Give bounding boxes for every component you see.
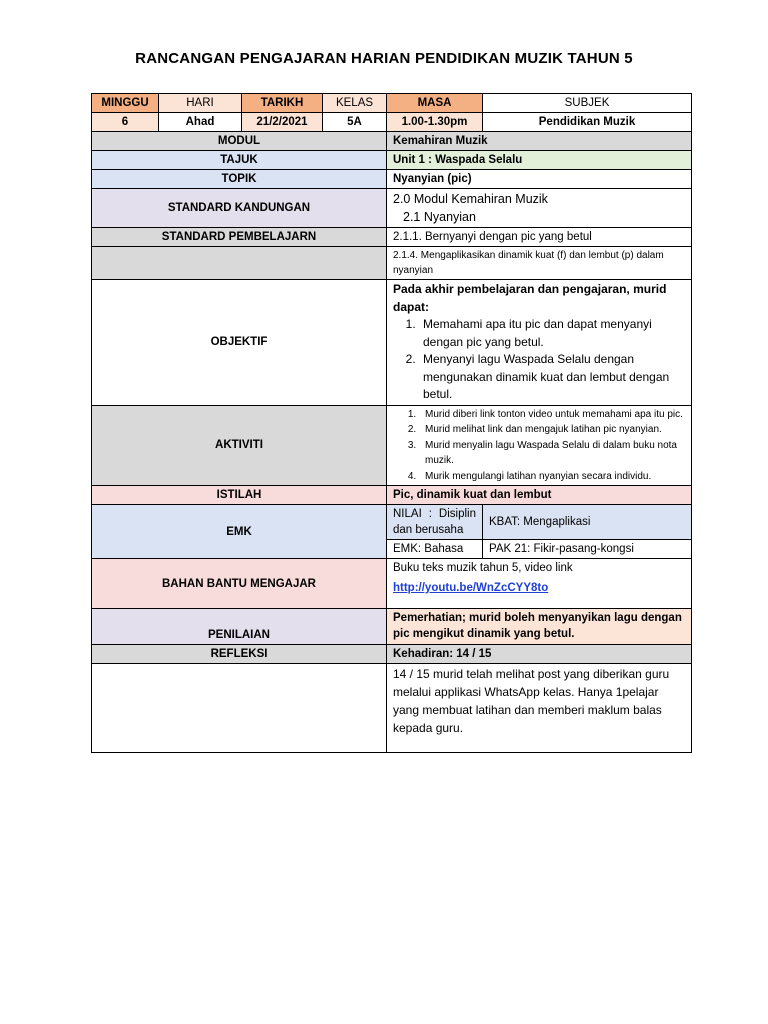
empty-cell (92, 664, 387, 753)
empty-gray-cell (92, 247, 387, 280)
value-pak21: PAK 21: Fikir-pasang-kongsi (483, 540, 692, 559)
sk-line2: 2.1 Nyanyian (403, 210, 476, 224)
header-kelas: KELAS (323, 94, 387, 113)
value-bbm (387, 559, 692, 609)
label-refleksi: REFLEKSI (92, 645, 387, 664)
value-kelas: 5A (323, 113, 387, 132)
value-subjek: Pendidikan Muzik (483, 113, 692, 132)
value-aktiviti (387, 405, 692, 486)
aktiviti-item: 4. Murik mengulangi latihan nyanyian secara individu. (419, 469, 685, 485)
value-istilah: Pic, dinamik kuat dan lembut (387, 486, 692, 505)
label-standard-kandungan: STANDARD KANDUNGAN (92, 189, 387, 228)
value-minggu: 6 (92, 113, 159, 132)
value-sp-2: 2.1.4. Mengaplikasikan dinamik kuat (f) dan lembut (p) dalam nyanyian (387, 247, 692, 280)
value-refleksi-text: 14 / 15 murid telah melihat post yang diberikan guru melalui applikasi WhatsApp kelas. Hanya 1pelajar yang membuat latihan dan memberi maklum balas kepada guru. (387, 664, 692, 753)
aktiviti-item: 1. Murid diberi link tonton video untuk memahami apa itu pic. (419, 407, 685, 423)
value-nilai: NILAI : Disiplin dan berusaha (387, 505, 483, 540)
value-kehadiran: Kehadiran: 14 / 15 (387, 645, 692, 664)
header-minggu: MINGGU (92, 94, 159, 113)
lesson-plan-table (91, 93, 692, 753)
header-masa: MASA (387, 94, 483, 113)
sk-line1: 2.0 Modul Kemahiran Muzik (393, 192, 548, 206)
value-masa: 1.00-1.30pm (387, 113, 483, 132)
label-standard-pembelajaran: STANDARD PEMBELAJARN (92, 228, 387, 247)
label-penilaian: PENILAIAN (92, 609, 387, 645)
value-objektif (387, 280, 692, 406)
aktiviti-item: 3. Murid menyalin lagu Waspada Selalu di dalam buku nota muzik. (419, 438, 685, 469)
header-tarikh: TARIKH (242, 94, 323, 113)
value-standard-kandungan (387, 189, 692, 228)
label-topik: TOPIK (92, 170, 387, 189)
value-tajuk: Unit 1 : Waspada Selalu (387, 151, 692, 170)
label-bbm: BAHAN BANTU MENGAJAR (92, 559, 387, 609)
objektif-item: 1. Memahami apa itu pic dan dapat menyanyi dengan pic yang betul. (419, 316, 685, 351)
header-hari: HARI (159, 94, 242, 113)
bbm-text: Buku teks muzik tahun 5, video link (393, 562, 573, 574)
label-istilah: ISTILAH (92, 486, 387, 505)
value-tarikh: 21/2/2021 (242, 113, 323, 132)
label-tajuk: TAJUK (92, 151, 387, 170)
page-title: RANCANGAN PENGAJARAN HARIAN PENDIDIKAN MUZIK TAHUN 5 (135, 50, 633, 67)
value-hari: Ahad (159, 113, 242, 132)
value-topik: Nyanyian (pic) (387, 170, 692, 189)
header-subjek: SUBJEK (483, 94, 692, 113)
value-kbat: KBAT: Mengaplikasi (483, 505, 692, 540)
value-modul: Kemahiran Muzik (387, 132, 692, 151)
value-sp-1: 2.1.1. Bernyanyi dengan pic yang betul (387, 228, 692, 247)
label-objektif: OBJEKTIF (92, 280, 387, 406)
aktiviti-item: 2. Murid melihat link dan mengajuk latihan pic nyanyian. (419, 422, 685, 438)
video-link[interactable]: http://youtu.be/WnZcCYY8to (393, 582, 549, 594)
objektif-item: 2. Menyanyi lagu Waspada Selalu dengan mengunakan dinamik kuat dan lembut dengan betul. (419, 351, 685, 404)
label-aktiviti: AKTIVITI (92, 405, 387, 486)
value-emk: EMK: Bahasa (387, 540, 483, 559)
label-modul: MODUL (92, 132, 387, 151)
value-penilaian: Pemerhatian; murid boleh menyanyikan lagu dengan pic mengikut dinamik yang betul. (387, 609, 692, 645)
label-emk: EMK (92, 505, 387, 559)
objektif-intro: Pada akhir pembelajaran dan pengajaran, murid dapat: (393, 282, 667, 314)
